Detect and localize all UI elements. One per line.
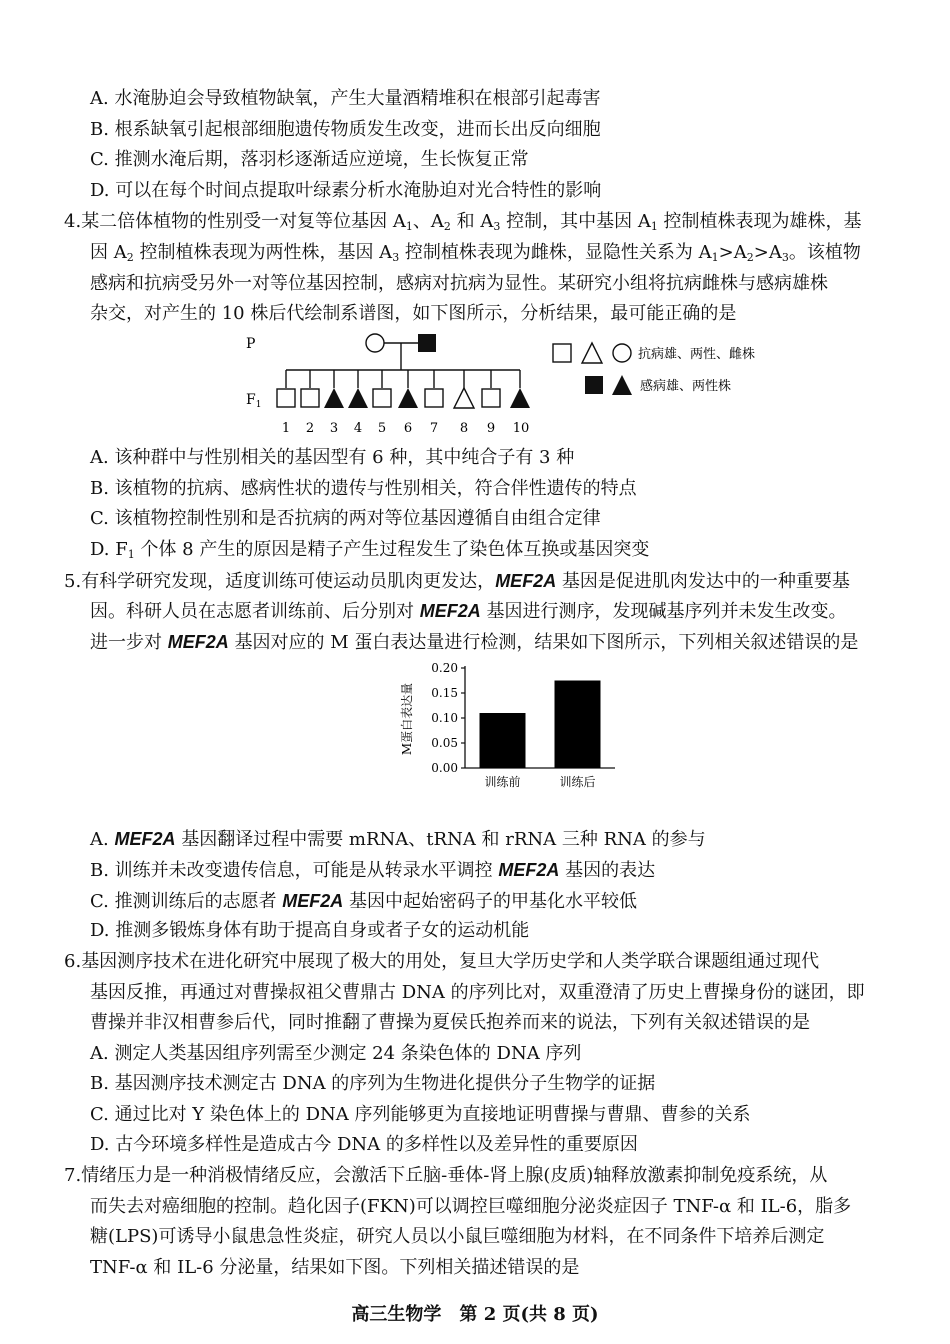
y-tick-label: 0.00 [431, 761, 458, 775]
svg-text:5: 5 [377, 421, 387, 436]
q4-stem-line3: 感病和抗病受另外一对等位基因控制，感病对抗病为显性。某研究小组将抗病雌株与感病雄株 [90, 273, 828, 294]
q7-stem-line1: 7.情绪压力是一种消极情绪反应，会激活下丘脑-垂体-肾上腺(皮质)轴释放激素抑制免疫系统，从 [64, 1165, 828, 1186]
chart-ylabel: M蛋白表达量 [400, 682, 414, 756]
q6-option-d: D. 古今环境多样性是造成古今 DNA 的多样性以及差异性的重要原因 [90, 1134, 638, 1155]
m-protein-bar-chart [395, 655, 625, 795]
offspring-2-square [301, 389, 319, 407]
svg-text:1: 1 [281, 421, 291, 436]
legend-resistant-label: 抗病雄、两性、雌株 [638, 347, 756, 362]
legend-square-open [553, 344, 571, 362]
svg-text:3: 3 [329, 421, 339, 436]
q6-option-a: A. 测定人类基因组序列需至少测定 24 条染色体的 DNA 序列 [90, 1043, 582, 1064]
parent-male-affected-square [418, 334, 436, 352]
x-category-label: 训练后 [559, 775, 596, 789]
offspring-5-square [373, 389, 391, 407]
parent-female-circle [366, 334, 384, 352]
chart-x-labels [484, 774, 595, 789]
q6-stem-line3: 曹操并非汉相曹参后代，同时推翻了曹操为夏侯氏抱养而来的说法，下列有关叙述错误的是 [90, 1012, 810, 1033]
legend-triangle-filled [612, 375, 632, 395]
q5-stem-line3: 进一步对 MEF2A 基因对应的 M 蛋白表达量进行检测，结果如下图所示，下列相关叙述错误的是 [90, 632, 859, 653]
offspring-3-triangle-affected [324, 388, 344, 408]
q5-option-c: C. 推测训练后的志愿者 MEF2A 基因中起始密码子的甲基化水平较低 [90, 891, 638, 912]
q6-stem-line1: 6.基因测序技术在进化研究中展现了极大的用处，复旦大学历史学和人类学联合课题组通过现代 [64, 951, 820, 972]
page-footer: 高三生物学 第 2 页(共 8 页) [351, 1304, 599, 1325]
offspring-8-triangle [454, 388, 474, 408]
offspring-6-triangle-affected [398, 388, 418, 408]
pedigree-chart [230, 330, 790, 440]
q5-option-b: B. 训练并未改变遗传信息，可能是从转录水平调控 MEF2A 基因的表达 [90, 860, 656, 881]
offspring-7-square [425, 389, 443, 407]
q4-stem-line1: 4.某二倍体植物的性别受一对复等位基因 $A_1$、$A_2$ 和 $A_3$ 控制，其中基因 $A_1$ 控制植株表现为雄株，基 [64, 211, 862, 233]
q5-option-a: A. MEF2A 基因翻译过程中需要 mRNA、tRNA 和 rRNA 三种 RNA 的参与 [90, 829, 706, 850]
svg-text:6: 6 [403, 421, 413, 436]
y-tick-label: 0.15 [431, 686, 458, 700]
q3-option-d: D. 可以在每个时间点提取叶绿素分析水淹胁迫对光合特性的影响 [90, 180, 602, 201]
svg-text:2: 2 [305, 421, 315, 436]
f1-row [277, 370, 530, 408]
chart-bars [480, 681, 601, 769]
q3-option-b: B. 根系缺氧引起根部细胞遗传物质发生改变，进而长出反向细胞 [90, 119, 601, 140]
q5-stem-line1: 5.有科学研究发现，适度训练可使运动员肌肉更发达，MEF2A 基因是促进肌肉发达中的一种重要基 [64, 571, 850, 592]
q4-option-b: B. 该植物的抗病、感病性状的遗传与性别相关，符合伴性遗传的特点 [90, 478, 637, 499]
y-tick-label: 0.20 [431, 661, 458, 675]
q3-option-a: A. 水淹胁迫会导致植物缺氧，产生大量酒精堆积在根部引起毒害 [90, 88, 601, 109]
q7-stem-line2: 而失去对癌细胞的控制。趋化因子(FKN)可以调控巨噬细胞分泌炎症因子 TNF-α 和 IL-6，脂多 [90, 1196, 852, 1217]
bar-1 [480, 713, 526, 768]
q4-option-d: D. $F_1$ 个体 8 产生的原因是精子产生过程发生了染色体互换或基因突变 [90, 539, 650, 561]
q4-option-c: C. 该植物控制性别和是否抗病的两对等位基因遵循自由组合定律 [90, 508, 601, 529]
legend-circle-open [613, 344, 631, 362]
y-tick-label: 0.05 [431, 736, 458, 750]
q5-stem-line2: 因。科研人员在志愿者训练前、后分别对 MEF2A 基因进行测序，发现碱基序列并未发生改变。 [90, 601, 847, 622]
offspring-numbers [282, 421, 529, 436]
legend-triangle-open [582, 343, 602, 363]
q6-option-b: B. 基因测序技术测定古 DNA 的序列为生物进化提供分子生物学的证据 [90, 1073, 656, 1094]
bar-2 [555, 681, 601, 769]
q4-stem-line2: 因 $A_2$ 控制植株表现为两性株，基因 $A_3$ 控制植株表现为雌株，显隐性关系为 $A_1>A_2>A_3$。该植物 [90, 242, 861, 264]
svg-text:7: 7 [429, 421, 439, 436]
q6-stem-line2: 基因反推，再通过对曹操叔祖父曹鼎古 DNA 的序列比对，双重澄清了历史上曹操身份的谜团，即 [90, 982, 865, 1003]
x-category-label: 训练前 [484, 775, 521, 789]
q7-stem-line4: TNF-α 和 IL-6 分泌量，结果如下图。下列相关描述错误的是 [90, 1257, 580, 1278]
legend-susceptible-label: 感病雄、两性株 [640, 379, 732, 394]
svg-text:8: 8 [459, 421, 469, 436]
q6-option-c: C. 通过比对 Y 染色体上的 DNA 序列能够更为直接地证明曹操与曹鼎、曹参的关系 [90, 1104, 751, 1125]
q4-number: 4. [64, 211, 82, 232]
svg-text:10: 10 [512, 421, 530, 436]
offspring-4-triangle-affected [348, 388, 368, 408]
offspring-1-square [277, 389, 295, 407]
pedigree-f1-label: $F_1$ [246, 392, 262, 410]
q5-option-d: D. 推测多锻炼身体有助于提高自身或者子女的运动机能 [90, 920, 530, 941]
legend-square-filled [585, 376, 603, 394]
offspring-9-square [482, 389, 500, 407]
q4-stem-line4: 杂交，对产生的 10 株后代绘制系谱图，如下图所示，分析结果，最可能正确的是 [90, 303, 737, 324]
q7-stem-line3: 糖(LPS)可诱导小鼠患急性炎症，研究人员以小鼠巨噬细胞为材料，在不同条件下培养后测定 [90, 1226, 825, 1247]
q3-option-c: C. 推测水淹后期，落羽杉逐渐适应逆境，生长恢复正常 [90, 149, 529, 170]
offspring-10-triangle-affected [510, 388, 530, 408]
svg-text:9: 9 [486, 421, 496, 436]
y-tick-label: 0.10 [431, 711, 458, 725]
q4-option-a: A. 该种群中与性别相关的基因型有 6 种，其中纯合子有 3 种 [90, 447, 575, 468]
svg-text:4: 4 [353, 421, 363, 436]
pedigree-p-label: P [246, 336, 256, 352]
